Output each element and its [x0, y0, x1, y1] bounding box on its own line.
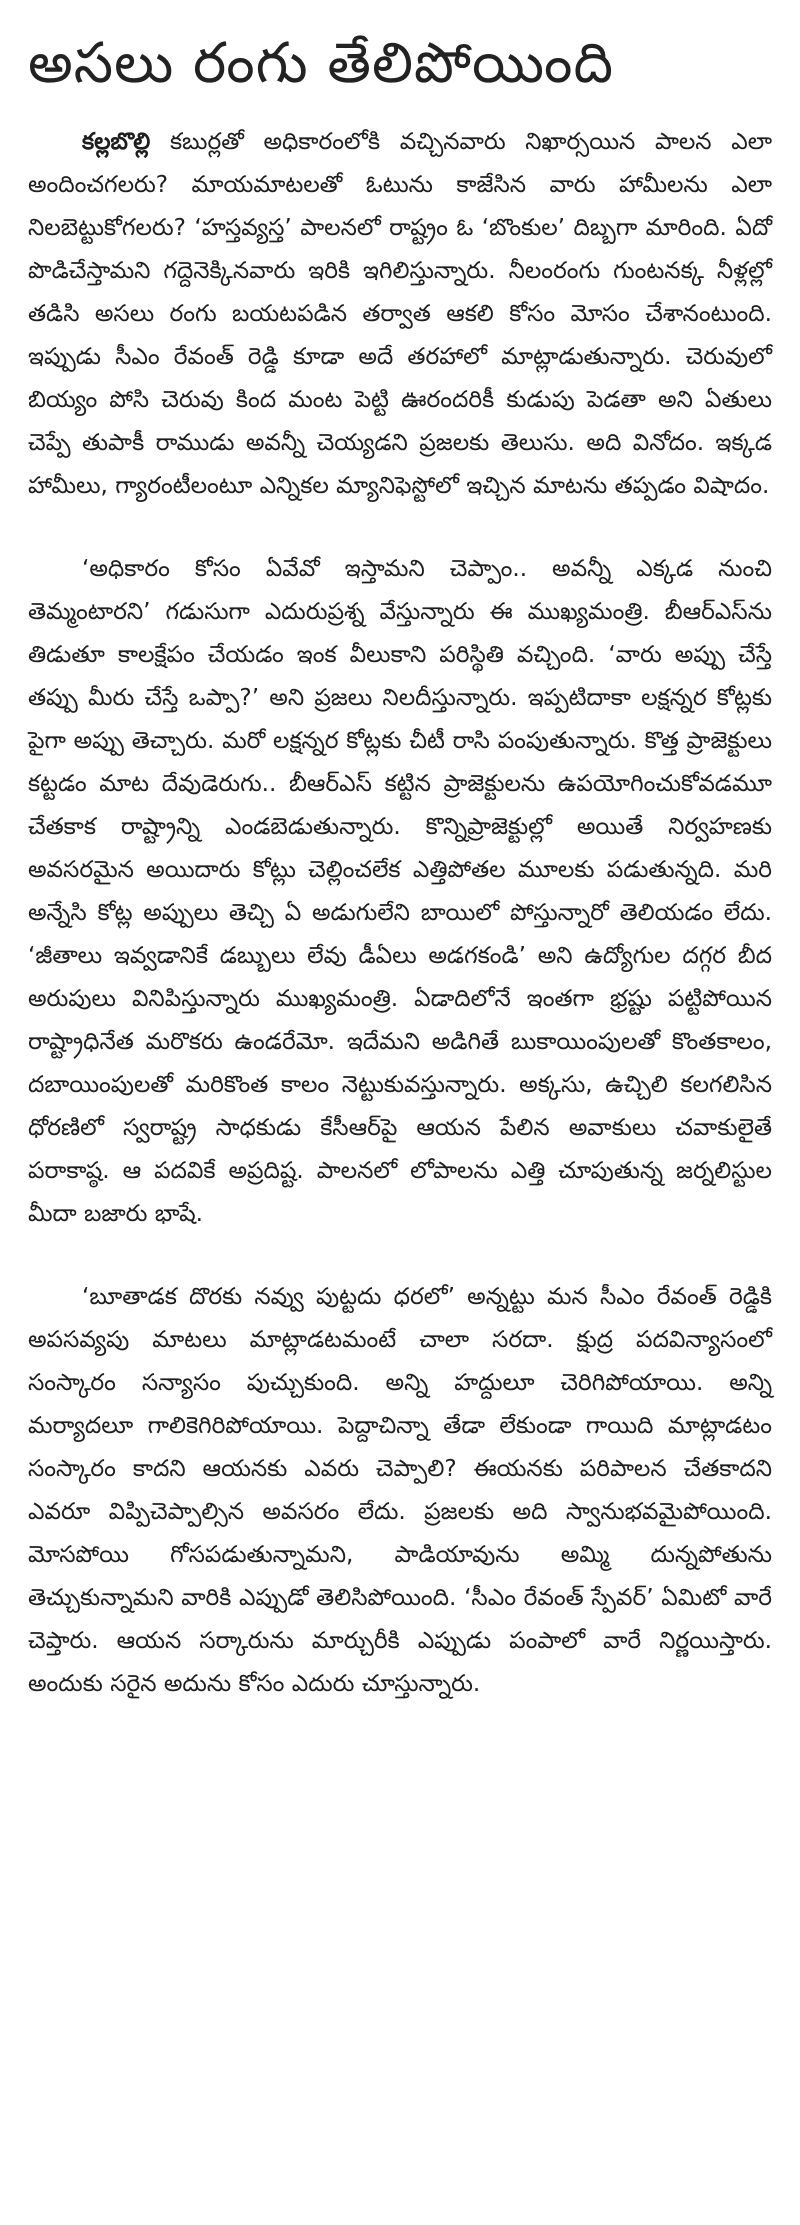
article-paragraph-3: ‘బూతాడక దొరకు నవ్వు పుట్టదు ధరలో’ అన్నట్టు మన సీఎం రేవంత్ రెడ్డికి అపసవ్యపు మాటలు మాట్లాడటమంటే చాలా సరదా. క్షుద్ర పదవిన్యాసంలో సంస్కారం సన్యాసం పుచ్చుకుంది. అన్ని హద్దులూ చెరిగిపోయాయి. అన్ని మర్యాదలూ గాలికెగిరిపోయాయి. పెద్దాచిన్నా తేడా లేకుండా గాయిది మాట్లాడటం సంస్కారం కాదని ఆయనకు ఎవరు చెప్పాలి? ఈయనకు పరిపాలన చేతకాదని ఎవరూ విప్పిచెప్పాల్సిన అవసరం లేదు. ప్రజలకు అది స్వానుభవమైపోయింది. మోసపోయి గోసపడుతున్నామని, పాడియావును అమ్మి దున్నపోతును తెచ్చుకున్నామని వారికి ఎప్పుడో తెలిసిపోయింది. ‘సీఎం రేవంత్ స్పేవర్’ ఏమిటో వారే చెప్తారు. ఆయన సర్కారును మార్చురీకి ఎప్పుడు పంపాలో వారే నిర్ణయిస్తారు. అందుకు సరైన అదును కోసం ఎదురు చూస్తున్నారు. — [28, 1283, 772, 1697]
paragraph-1-text: కబుర్లతో అధికారంలోకి వచ్చినవారు నిఖార్సయిన పాలన ఎలా అందించగలరు? మాయమాటలతో ఓటును కాజేసిన వారు హామీలను ఎలా నిలబెట్టుకోగలరు? ‘హస్తవ్యస్త’ పాలనలో రాష్ట్రం ఓ ‘బొంకుల’ దిబ్బగా మారింది. ఏదో పొడిచేస్తామని గద్దెనెక్కినవారు ఇరికి ఇగిలిస్తున్నారు. నీలంరంగు గుంటనక్క నీళ్లల్లో తడిసి అసలు రంగు బయటపడిన తర్వాత ఆకలి కోసం మోసం చేశానంటుంది. ఇప్పుడు సీఎం రేవంత్ రెడ్డి కూడా అదే తరహాలో మాట్లాడుతున్నారు. చెరువులో బియ్యం పోసి చెరువు కింద మంట పెట్టి ఊరందరికీ కుడుపు పెడతా అని ఏతులు చెప్పే తుపాకీ రాముడు అవన్నీ చెయ్యడని ప్రజలకు తెలుసు. అది వినోదం. ఇక్కడ హామీలు, గ్యారంటీలంటూ ఎన్నికల మ్యానిఫెస్టోలో ఇచ్చిన మాటను తప్పడం విషాదం. — [28, 128, 772, 499]
article-headline: అసలు రంగు తేలిపోయింది — [28, 31, 614, 96]
article-paragraph-1 — [28, 120, 772, 507]
article-paragraph-2: ‘అధికారం కోసం ఏవేవో ఇస్తామని చెప్పాం.. అవన్నీ ఎక్కడ నుంచి తెమ్మంటారని’ గడుసుగా ఎదురుప్రశ్న వేస్తున్నారు ఈ ముఖ్యమంత్రి. బీఆర్ఎస్‌ను తిడుతూ కాలక్షేపం చేయడం ఇంక వీలుకాని పరిస్థితి వచ్చింది. ‘వారు అప్పు చేస్తే తప్పు మీరు చేస్తే ఒప్పా?’ అని ప్రజలు నిలదీస్తున్నారు. ఇప్పటిదాకా లక్షన్నర కోట్లకు పైగా అప్పు తెచ్చారు. మరో లక్షన్నర కోట్లకు చీటీ రాసి పంపుతున్నారు. కొత్త ప్రాజెక్టులు కట్టడం మాట దేవుడెరుగు.. బీఆర్ఎస్ కట్టిన ప్రాజెక్టులను ఉపయోగించుకోవడమూ చేతకాక రాష్ట్రాన్ని ఎండబెడుతున్నారు. కొన్నిప్రాజెక్టుల్లో అయితే నిర్వహణకు అవసరమైన అయిదారు కోట్లు చెల్లించలేక ఎత్తిపోతల మూలకు పడుతున్నది. మరి అన్నేసి కోట్ల అప్పులు తెచ్చి ఏ అడుగులేని బాయిలో పోస్తున్నారో తెలియడం లేదు. ‘జీతాలు ఇవ్వడానికే డబ్బులు లేవు డీఏలు అడగకండి’ అని ఉద్యోగుల దగ్గర బీద అరుపులు వినిపిస్తున్నారు ముఖ్యమంత్రి. ఏడాదిలోనే ఇంతగా భ్రష్టు పట్టిపోయిన రాష్ట్రాధినేత మరొకరు ఉండరేమో. ఇదేమని అడిగితే బుకాయింపులతో కొంతకాలం, దబాయింపులతో మరికొంత కాలం నెట్టుకువస్తున్నారు. అక్కసు, ఉచ్చిలి కలగలిసిన ధోరణిలో స్వరాష్ట్ర సాధకుడు కేసీఆర్‌పై ఆయన పేలిన అవాకులు చవాకులైతే పరాకాష్ఠ. ఆ పదవికే అప్రదిష్ట. పాలనలో లోపాలను ఎత్తి చూపుతున్న జర్నలిస్టుల మీదా బజారు భాషే. — [28, 555, 772, 1227]
lead-word: కల్లబొల్లి — [82, 128, 151, 155]
